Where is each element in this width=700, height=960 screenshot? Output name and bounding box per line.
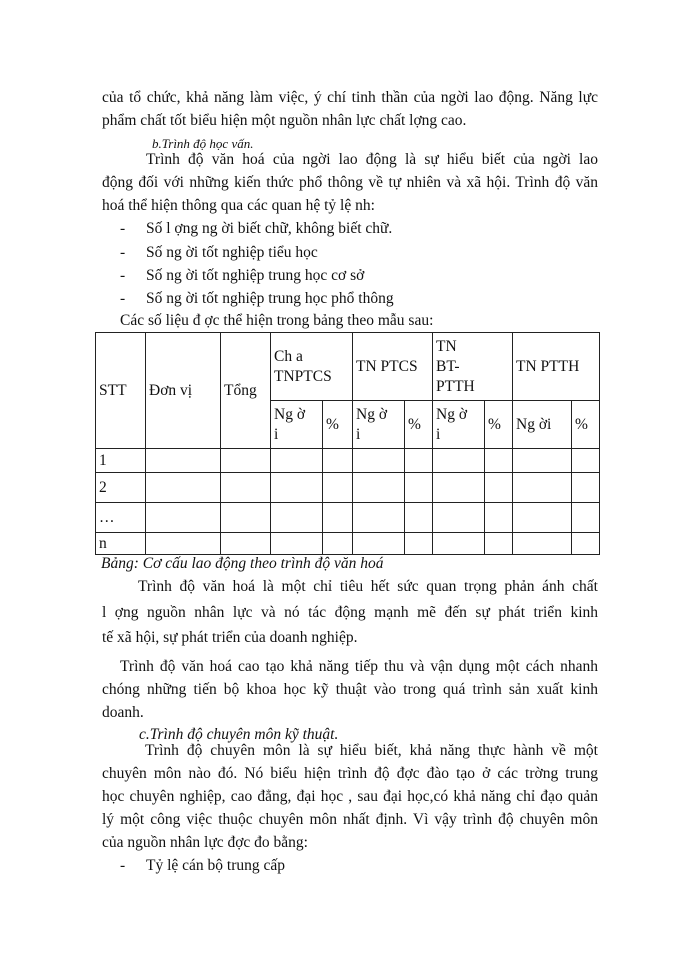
table-caption: Bảng: Cơ cấu lao động theo trình độ văn hoá — [101, 555, 384, 572]
header-tong: Tổng — [221, 333, 271, 449]
subheader-percent: % — [323, 401, 353, 449]
subheader-nguoi — [433, 401, 485, 449]
bullet-text: Số ng ời tốt nghiệp trung học cơ sở — [146, 267, 365, 284]
subheader-nguoi: Ng ời — [513, 401, 572, 449]
header-stt: STT — [96, 333, 146, 449]
subheader-nguoi-part1: Ng ờ — [436, 405, 468, 423]
paragraph-1-line-2: phẩm chất tốt biểu hiện một nguồn nhân lực chất lợng cao. — [102, 112, 467, 129]
header-don-vi: Đơn vị — [146, 333, 221, 449]
table-intro: Các số liệu đ ợc thể hiện trong bảng theo mẫu sau: — [120, 312, 434, 329]
bullet-dash: - — [120, 244, 126, 261]
subheader-percent: % — [405, 401, 433, 449]
row-label: n — [96, 533, 146, 555]
paragraph-3-line-2: l ợng nguồn nhân lực và nó tác động mạnh mẽ đến sự phát triển kinh — [102, 604, 598, 621]
paragraph-5-line-5: của nguồn nhân lực đợc đo bằng: — [102, 834, 308, 851]
paragraph-2-line-2: động đối với những kiến thức phổ thông về tự nhiên và xã hội. Trình độ văn — [102, 174, 598, 191]
bullet-dash: - — [120, 220, 126, 237]
header-chua-tnptcs-line1: Ch a — [274, 347, 303, 365]
header-tn-bt-ptth-line1: TN — [436, 337, 457, 355]
bullet-dash: - — [120, 857, 126, 874]
row-label: 2 — [96, 473, 146, 503]
header-tn-bt-ptth — [433, 333, 513, 401]
header-chua-tnptcs — [271, 333, 353, 401]
bullet-dash: - — [120, 290, 126, 307]
subheader-percent: % — [572, 401, 600, 449]
paragraph-3-line-3: tế xã hội, sự phát triển của doanh nghiệp. — [102, 629, 358, 646]
header-tn-ptth: TN PTTH — [513, 333, 600, 401]
education-structure-table — [95, 332, 600, 555]
table-row — [96, 473, 600, 503]
row-label: … — [96, 503, 146, 533]
table-row — [96, 449, 600, 473]
table-row — [96, 533, 600, 555]
paragraph-4-line-3: doanh. — [102, 704, 144, 721]
bullet-text: Số ng ời tốt nghiệp tiểu học — [146, 244, 318, 261]
header-tn-ptcs: TN PTCS — [353, 333, 433, 401]
paragraph-5-line-4: lý một công việc thuộc chuyên môn nhất định. Vì vậy trình độ chuyên môn — [102, 811, 598, 828]
subheader-nguoi-part1: Ng ờ — [274, 405, 306, 423]
paragraph-5-line-3: học chuyên nghiệp, cao đẳng, đại học , sau đại học,có khả năng chỉ đạo quản — [102, 788, 598, 805]
bullet-text: Tỷ lệ cán bộ trung cấp — [146, 857, 286, 874]
subheader-nguoi-part2: i — [436, 425, 441, 443]
subheader-percent: % — [485, 401, 513, 449]
table-row — [96, 503, 600, 533]
header-tn-bt-ptth-line2: BT- — [436, 357, 460, 375]
paragraph-4-line-2: chóng những tiến bộ khoa học kỹ thuật vào trong quá trình sản xuất kinh — [102, 681, 598, 698]
header-chua-tnptcs-line2: TNPTCS — [274, 367, 332, 385]
paragraph-5-line-1: Trình độ chuyên môn là sự hiểu biết, khả năng thực hành về một — [145, 742, 598, 759]
paragraph-2-line-3: hoá thể hiện thông qua các quan hệ tỷ lệ nh: — [102, 197, 375, 214]
header-tn-bt-ptth-line3: PTTH — [436, 377, 475, 395]
paragraph-5-line-2: chuyên môn nào đó. Nó biểu hiện trình độ đợc đào tạo ở các trờng trung — [102, 765, 598, 782]
subheader-nguoi — [353, 401, 405, 449]
subheader-nguoi-part2: i — [274, 425, 279, 443]
paragraph-3-line-1: Trình độ văn hoá là một chỉ tiêu hết sức quan trọng phản ánh chất — [138, 578, 598, 595]
paragraph-2-line-1: Trình độ văn hoá của ngời lao động là sự hiểu biết của ngời lao — [146, 151, 598, 168]
subheader-nguoi — [271, 401, 323, 449]
bullet-text: Số ng ời tốt nghiệp trung học phổ thông — [146, 290, 394, 307]
bullet-text: Số l ợng ng ời biết chữ, không biết chữ. — [146, 220, 393, 237]
paragraph-4-line-1: Trình độ văn hoá cao tạo khả năng tiếp thu và vận dụng một cách nhanh — [120, 658, 598, 675]
row-label: 1 — [96, 449, 146, 473]
paragraph-1-line-1: của tổ chức, khả năng làm việc, ý chí tinh thần của ngời lao động. Năng lực — [102, 89, 598, 106]
subheader-nguoi-part2: i — [356, 425, 361, 443]
subheader-nguoi-part1: Ng ờ — [356, 405, 388, 423]
bullet-dash: - — [120, 267, 126, 284]
section-heading-b: b.Trình độ học vấn. — [152, 136, 254, 151]
section-heading-c: c.Trình độ chuyên môn kỹ thuật. — [139, 726, 339, 743]
